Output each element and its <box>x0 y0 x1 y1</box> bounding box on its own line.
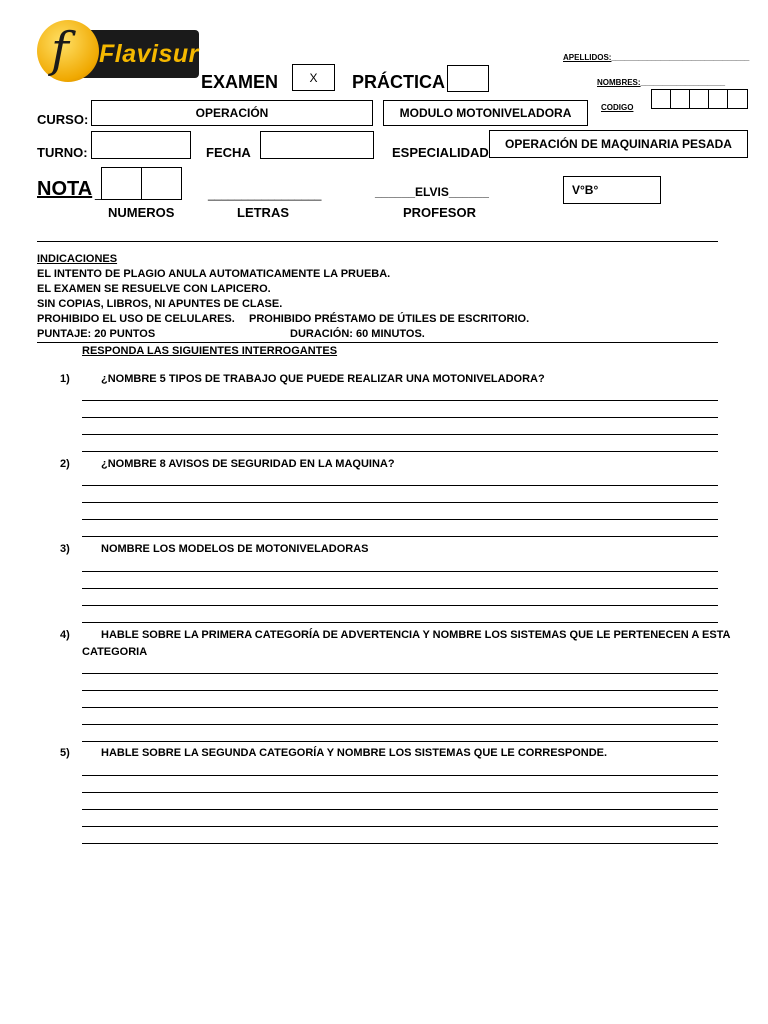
answer-line[interactable] <box>82 485 718 486</box>
answer-line[interactable] <box>82 400 718 401</box>
fecha-label: FECHA <box>206 145 251 160</box>
question-text: HABLE SOBRE LA PRIMERA CATEGORÍA DE ADVERTENCIA Y NOMBRE LOS SISTEMAS QUE LE PERTENECEN A ESTA <box>101 629 731 641</box>
nota-underline: _ <box>95 184 103 200</box>
letras-label: LETRAS <box>237 205 289 220</box>
codigo-label: CODIGO <box>601 103 634 112</box>
questions-header: RESPONDA LAS SIGUIENTES INTERROGANTES <box>82 345 338 357</box>
modulo-field[interactable] <box>383 100 588 126</box>
answer-line[interactable] <box>82 741 718 742</box>
logo-text: Flavisur <box>99 40 199 68</box>
codigo-cell-5[interactable] <box>727 89 748 109</box>
vb-field[interactable] <box>563 176 661 204</box>
question-number: 1) <box>60 373 70 385</box>
letras-line[interactable]: _________________ <box>208 187 322 201</box>
duracion-text: DURACIÓN: 60 MINUTOS. <box>290 328 425 340</box>
logo-f-letter: f <box>51 22 69 78</box>
answer-line[interactable] <box>82 434 718 435</box>
examen-label: EXAMEN <box>201 72 279 92</box>
examen-mark: X <box>309 70 318 85</box>
curso-value: OPERACIÓN <box>195 106 269 120</box>
turno-field[interactable] <box>91 131 191 159</box>
modulo-value: MODULO MOTONIVELADORA <box>399 106 572 120</box>
especialidad-value: OPERACIÓN DE MAQUINARIA PESADA <box>505 137 732 151</box>
question-text: ¿NOMBRE 5 TIPOS DE TRABAJO QUE PUEDE REALIZAR UNA MOTONIVELADORA? <box>101 373 545 385</box>
answer-line[interactable] <box>82 673 718 674</box>
profesor-label: PROFESOR <box>403 205 476 220</box>
question-number: 2) <box>60 458 70 470</box>
divider-indicaciones <box>37 342 718 343</box>
puntaje-text: PUNTAJE: 20 PUNTOS <box>37 328 156 340</box>
vb-label: V°B° <box>572 183 599 197</box>
answer-line[interactable] <box>82 417 718 418</box>
apellidos-field[interactable] <box>563 53 749 62</box>
answer-line[interactable] <box>82 622 718 623</box>
question-number: 3) <box>60 543 70 555</box>
question-text: HABLE SOBRE LA SEGUNDA CATEGORÍA Y NOMBRE LOS SISTEMAS QUE LE CORRESPONDE. <box>101 747 608 759</box>
divider-top <box>37 241 718 242</box>
apellidos-label: APELLIDOS: <box>563 53 612 62</box>
question-text: ¿NOMBRE 8 AVISOS DE SEGURIDAD EN LA MAQUINA? <box>101 458 395 470</box>
answer-line[interactable] <box>82 451 718 452</box>
answer-line[interactable] <box>82 843 718 844</box>
nombres-field[interactable] <box>597 78 725 87</box>
answer-line[interactable] <box>82 536 718 537</box>
answer-line[interactable] <box>82 724 718 725</box>
answer-line[interactable] <box>82 775 718 776</box>
examen-checkbox[interactable] <box>292 64 335 91</box>
profesor-value: ______ELVIS______ <box>375 185 489 199</box>
fecha-field[interactable] <box>260 131 374 159</box>
nota-label: NOTA <box>37 178 93 200</box>
especialidad-label: ESPECIALIDAD <box>392 145 489 160</box>
question-text: NOMBRE LOS MODELOS DE MOTONIVELADORAS <box>101 543 369 555</box>
curso-field[interactable] <box>91 100 373 126</box>
practica-checkbox[interactable] <box>447 65 489 92</box>
curso-label: CURSO: <box>37 112 89 127</box>
question-number: 4) <box>60 629 70 641</box>
indicacion-celulares: PROHIBIDO EL USO DE CELULARES. <box>37 313 235 325</box>
flavisur-logo <box>37 20 199 82</box>
answer-line[interactable] <box>82 792 718 793</box>
practica-label: PRÁCTICA <box>352 72 445 92</box>
answer-line[interactable] <box>82 502 718 503</box>
nota-cell-2[interactable] <box>141 167 182 200</box>
indicaciones-title: INDICACIONES <box>37 253 118 265</box>
answer-line[interactable] <box>82 605 718 606</box>
especialidad-field[interactable] <box>489 130 748 158</box>
turno-label: TURNO: <box>37 145 88 160</box>
codigo-cell-3[interactable] <box>689 89 709 109</box>
nombres-line: ___________________ <box>640 78 726 87</box>
indicacion-utiles: PROHIBIDO PRÉSTAMO DE ÚTILES DE ESCRITORIO. <box>249 313 530 325</box>
apellidos-line: _______________________________ <box>611 53 750 62</box>
question-number: 5) <box>60 747 70 759</box>
answer-line[interactable] <box>82 707 718 708</box>
numeros-label: NUMEROS <box>108 205 175 220</box>
codigo-cell-1[interactable] <box>651 89 671 109</box>
nota-cell-1[interactable] <box>101 167 142 200</box>
answer-line[interactable] <box>82 588 718 589</box>
codigo-cell-2[interactable] <box>670 89 690 109</box>
question-text-continued: CATEGORIA <box>82 646 148 658</box>
indicacion-line: SIN COPIAS, LIBROS, NI APUNTES DE CLASE. <box>37 298 283 310</box>
nombres-label: NOMBRES: <box>597 78 641 87</box>
answer-line[interactable] <box>82 571 718 572</box>
indicacion-line: EL INTENTO DE PLAGIO ANULA AUTOMATICAMENTE LA PRUEBA. <box>37 268 391 280</box>
codigo-cell-4[interactable] <box>708 89 728 109</box>
answer-line[interactable] <box>82 809 718 810</box>
answer-line[interactable] <box>82 519 718 520</box>
answer-line[interactable] <box>82 690 718 691</box>
answer-line[interactable] <box>82 826 718 827</box>
indicacion-line: EL EXAMEN SE RESUELVE CON LAPICERO. <box>37 283 271 295</box>
